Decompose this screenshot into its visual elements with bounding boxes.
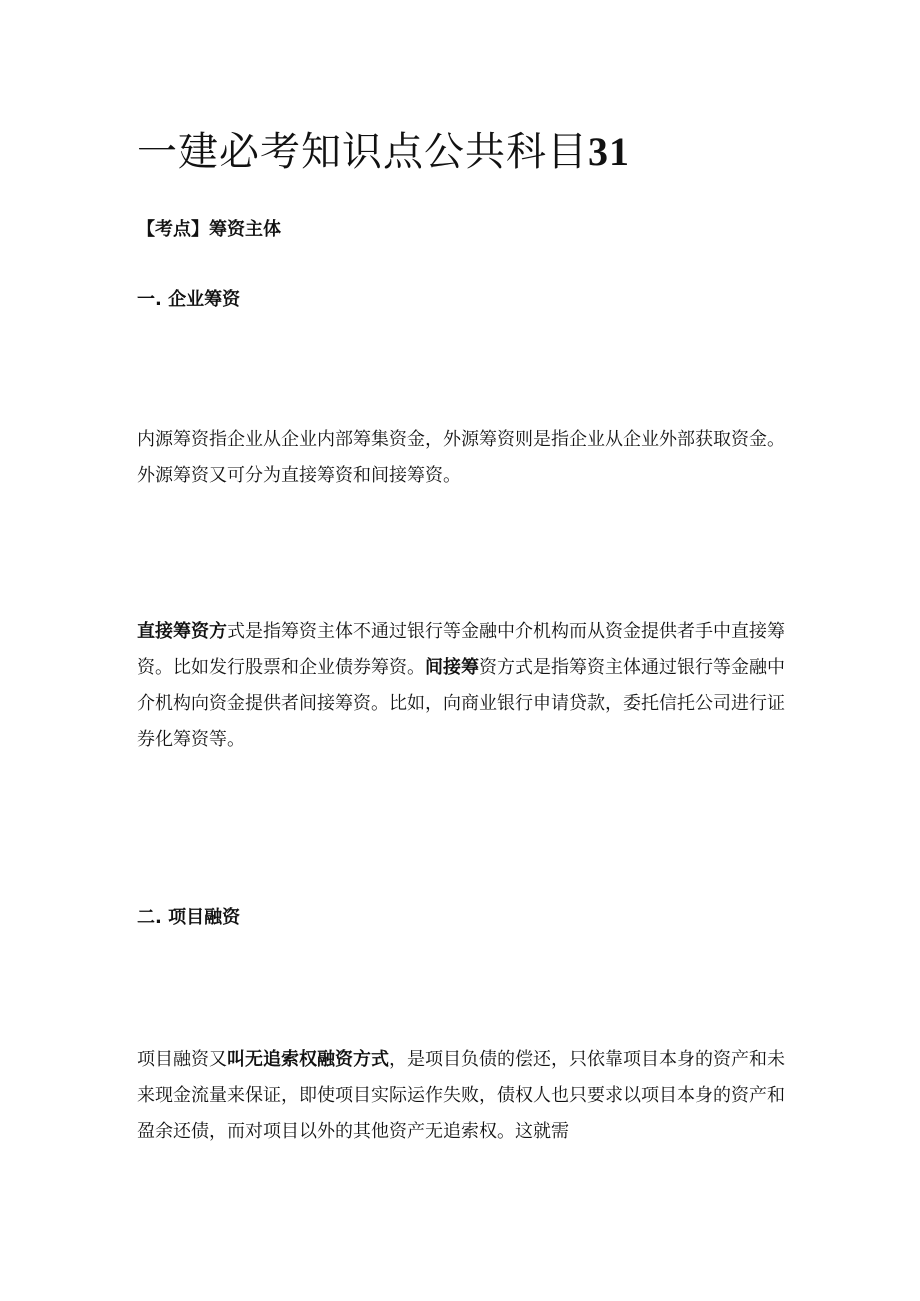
bold-term-indirect: 间接筹 (425, 657, 479, 678)
section1-paragraph-1: 内源筹资指企业从企业内部筹集资金，外源筹资则是指企业从企业外部获取资金。外源筹资又可分为直接筹资和间接筹资。 (137, 429, 785, 486)
section2-heading: 二. 项目融资 (137, 907, 241, 928)
para-text: 资方式是指筹资主体通过银行等金融中介机构向资金提供者间接筹资。比如，向商业银行申请贷款，委托信托公司进行证券化筹资等。 (137, 657, 785, 750)
para-text: 式是指筹资主体不通过银行等金融中介机构而从资金提供者手中直接筹资。比如发行股票和企业债券筹资。 (137, 621, 785, 678)
section1-heading: 一. 企业筹资 (137, 289, 241, 310)
title-number: 31 (588, 129, 630, 174)
bold-term-direct: 直接筹资方 (137, 621, 227, 642)
title-text: 一建必考知识点公共科目 (137, 129, 588, 175)
para-text: 项目融资又 (137, 1049, 227, 1070)
page-title (137, 122, 630, 182)
section2-paragraph-1 (137, 1042, 785, 1150)
section1-paragraph-2 (137, 614, 785, 758)
para-text: ，是项目负债的偿还，只依靠项目本身的资产和未来现金流量来保证，即使项目实际运作失败，债权人也只要求以项目本身的资产和盈余还债，而对项目以外的其他资产无追索权。这就需 (137, 1049, 785, 1142)
topic-heading: 【考点】筹资主体 (137, 219, 281, 240)
bold-term-nonrecourse: 叫无追索权融资方式 (227, 1049, 389, 1070)
